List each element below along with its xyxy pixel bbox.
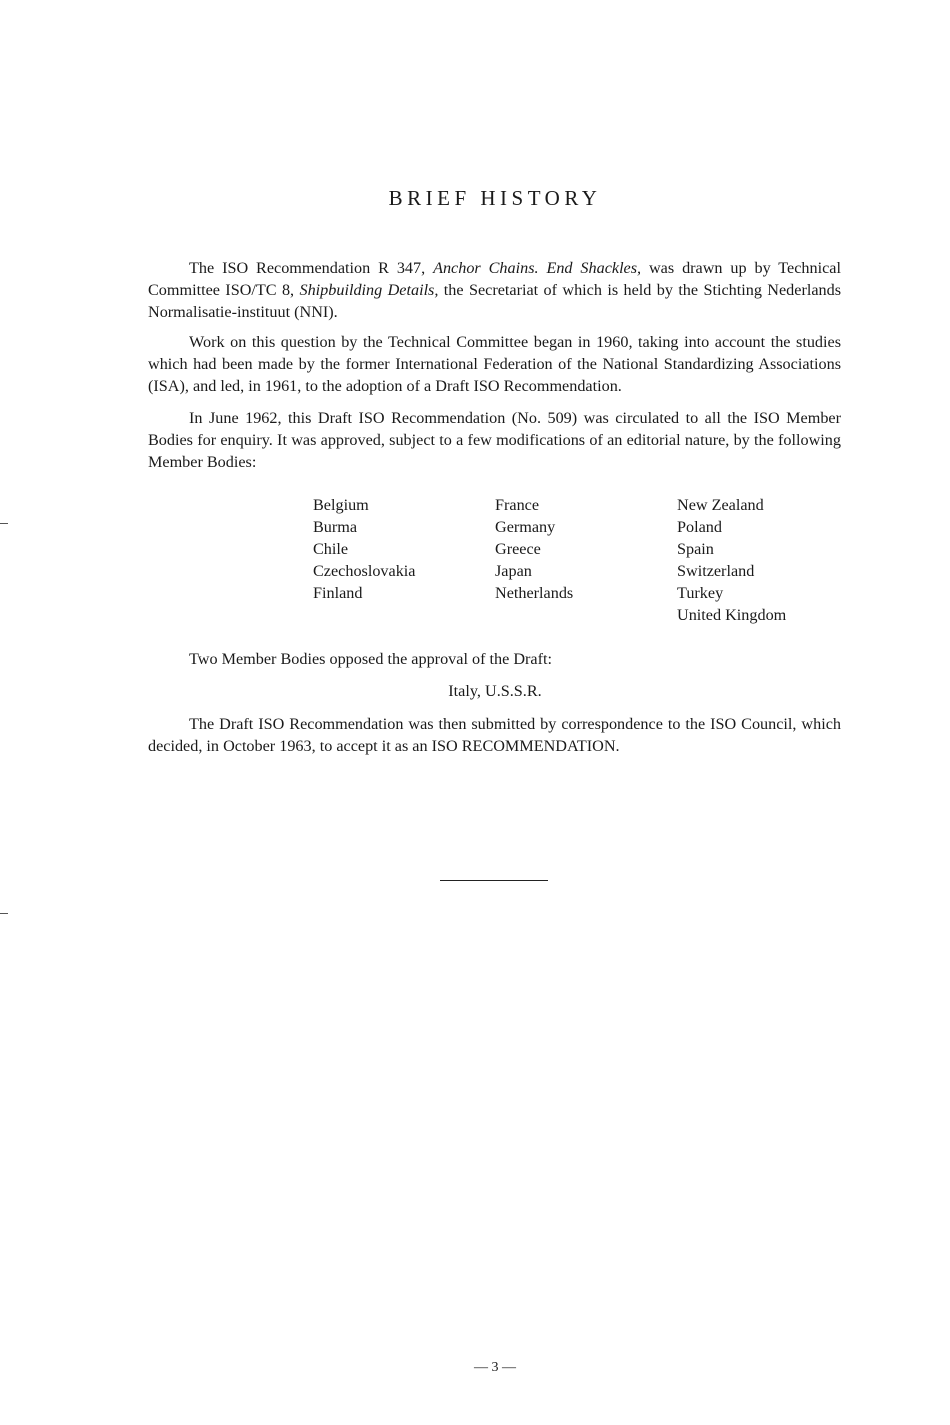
committee-name: Shipbuilding Details, bbox=[299, 281, 439, 299]
member-body: United Kingdom bbox=[677, 606, 787, 624]
standard-title: Anchor Chains. End Shackles, bbox=[433, 259, 642, 277]
member-body: Turkey bbox=[677, 584, 724, 602]
member-body: Poland bbox=[677, 518, 722, 536]
p1-text-a: The ISO Recommendation R 347, bbox=[189, 259, 434, 277]
paragraph-enquiry-text: In June 1962, this Draft ISO Recommendation (No. 509) was circulated to all the ISO Member Bodies for enquiry. It was approved, subject to a few modifications of an editorial nature, by the following Member Bodies: bbox=[148, 409, 841, 471]
paragraph-work-text: Work on this question by the Technical Committee began in 1960, taking into account the studies which had been made by the former International Federation of the National Standardizing Associations (ISA), and led, in 1961, to the adoption of a Draft ISO Recommendation. bbox=[148, 333, 841, 395]
member-body: New Zealand bbox=[677, 496, 764, 514]
paragraph-council-text: The Draft ISO Recommendation was then submitted by correspondence to the ISO Council, which decided, in October 1963, to accept it as an ISO RECOMMENDATION. bbox=[148, 715, 841, 755]
member-body: Czechoslovakia bbox=[313, 562, 416, 580]
opposed-intro: Two Member Bodies opposed the approval of the Draft: bbox=[189, 650, 552, 668]
page-number: — 3 — bbox=[474, 1360, 516, 1375]
member-body: Chile bbox=[313, 540, 349, 558]
member-body: Burma bbox=[313, 518, 358, 536]
paragraph-origin bbox=[148, 257, 841, 323]
section-divider bbox=[440, 880, 548, 881]
member-bodies-column-1 bbox=[313, 494, 415, 604]
member-body: Japan bbox=[495, 562, 532, 580]
paragraph-work bbox=[148, 331, 841, 397]
paragraph-council bbox=[148, 713, 841, 757]
member-body: France bbox=[495, 496, 540, 514]
member-body: Belgium bbox=[313, 496, 369, 514]
member-bodies-column-2 bbox=[495, 494, 573, 604]
p1-text-c: the Secretariat of which is held by the Stichting Nederlands Normalisatie-instituut (NNI). bbox=[148, 281, 842, 321]
margin-mark bbox=[0, 523, 8, 524]
member-body: Switzerland bbox=[677, 562, 755, 580]
member-body: Netherlands bbox=[495, 584, 574, 602]
member-body: Spain bbox=[677, 540, 714, 558]
member-body: Germany bbox=[495, 518, 556, 536]
member-bodies-column-3 bbox=[677, 494, 786, 626]
page-title: BRIEF HISTORY bbox=[388, 186, 602, 210]
opposed-list: Italy, U.S.S.R. bbox=[448, 682, 542, 700]
p1-text-b: was drawn up by Technical Committee ISO/TC 8, bbox=[148, 259, 841, 299]
margin-mark bbox=[0, 913, 8, 914]
member-body: Finland bbox=[313, 584, 363, 602]
member-body: Greece bbox=[495, 540, 541, 558]
paragraph-enquiry bbox=[148, 407, 841, 473]
